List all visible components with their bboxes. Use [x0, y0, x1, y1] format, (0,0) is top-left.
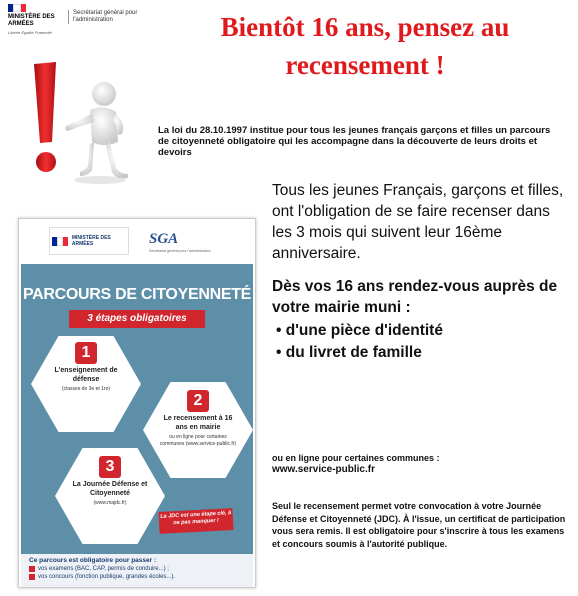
list-item: • du livret de famille: [272, 342, 568, 364]
french-flag-icon: [8, 4, 26, 12]
poster-footer-title: Ce parcours est obligatoire pour passer :: [29, 557, 157, 564]
poster-footer: [21, 554, 253, 587]
step-subtitle: ou en ligne pour certaines communes (www.service-public.fr): [159, 434, 237, 447]
step-subtitle: (classes de 3e et 1re): [61, 386, 111, 392]
poster-ministry-logo: [49, 227, 129, 255]
ministry-logo: [8, 4, 68, 35]
step-number: 3: [99, 456, 121, 478]
service-public-link[interactable]: www.service-public.fr: [272, 464, 375, 475]
jdc-note: La JDC est une étape clé, à ne pas manquer !: [158, 508, 233, 534]
step-number: 2: [187, 390, 209, 412]
step-title: Le recensement à 16 ans en mairie: [163, 415, 233, 431]
poster-header: [19, 219, 255, 261]
poster-footer-item-text: vos concours (fonction publique, grandes écoles...).: [38, 574, 176, 580]
ministry-motto: Liberté Égalité Fraternité: [8, 30, 52, 35]
citizenship-poster: [18, 218, 256, 588]
step-subtitle: (www.majdc.fr): [93, 500, 127, 506]
step-title: L'enseignement de défense: [54, 367, 118, 383]
checkbox-icon: [29, 566, 35, 572]
main-text: [272, 180, 568, 364]
poster-title: PARCOURS DE CITOYENNETÉ: [22, 286, 252, 303]
poster-sga-logo: SGA: [149, 231, 179, 247]
step-number: 1: [75, 342, 97, 364]
sga-label: Secrétariat général pour l'administration: [68, 10, 138, 24]
required-documents-list: [272, 320, 568, 364]
poster-footer-item-text: vos examens (BAC, CAP, permis de conduire...) ;: [38, 566, 169, 572]
step-3: [70, 456, 150, 507]
ministry-name: MINISTÈRE DES ARMÉES: [8, 14, 55, 27]
poster-body: [21, 264, 253, 554]
main-paragraph-1: Tous les jeunes Français, garçons et filles, ont l'obligation de se faire recenser dans les 3 mois qui suivent leur 16ème anniversaire.: [272, 182, 564, 262]
final-paragraph: Seul le recensement permet votre convocation à votre Journée Défense et Citoyenneté (JDC). À l'issue, un certificat de participation vous sera remis. Il est obligatoire pour s'inscrire à tous les examens et concours soumis à l'autorité publique.: [272, 501, 566, 549]
intro-text: La loi du 28.10.1997 institue pour tous les jeunes français garçons et filles un parcours de citoyenneté obligatoire qui les accompagne dans la découverte de leurs droits et devoirs: [158, 125, 551, 158]
list-item: • d'une pièce d'identité: [272, 320, 568, 342]
french-flag-icon: [52, 237, 68, 246]
poster-footer-item: [29, 573, 245, 581]
exclamation-mascot-icon: [30, 60, 138, 185]
online-text: ou en ligne pour certaines communes :: [272, 453, 440, 463]
step-1: [46, 342, 126, 393]
poster-banner: 3 étapes obligatoires: [69, 310, 205, 328]
main-paragraph-2: Dès vos 16 ans rendez-vous auprès de votre mairie muni :: [272, 278, 558, 316]
step-2: [158, 390, 238, 447]
checkbox-icon: [29, 574, 35, 580]
step-title: La Journée Défense et Citoyenneté: [72, 481, 148, 497]
page-headline: Bientôt 16 ans, pensez au recensement !: [220, 12, 510, 80]
poster-logo-text: MINISTÈRE DES ARMÉES: [71, 235, 111, 247]
poster-footer-item: [29, 565, 245, 573]
poster-sga-sub: Secrétariat général pour l'administration: [149, 249, 211, 253]
online-info: [272, 452, 568, 476]
